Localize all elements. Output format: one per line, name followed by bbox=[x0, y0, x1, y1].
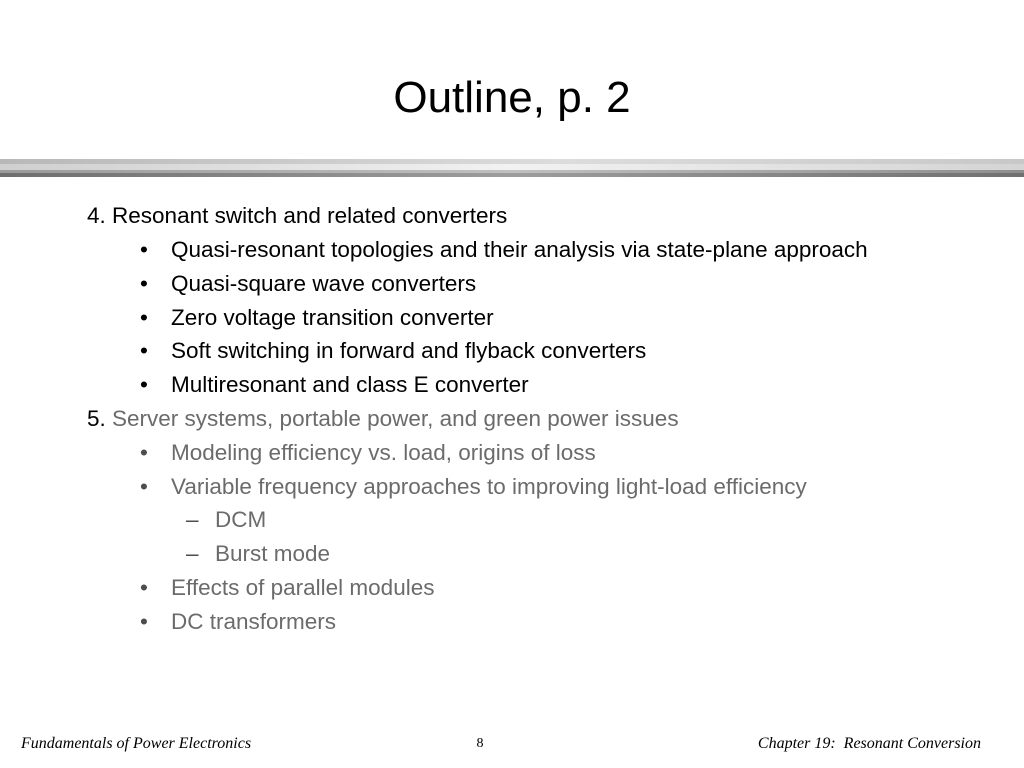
slide-title: Outline, p. 2 bbox=[393, 73, 631, 122]
section-heading: Resonant switch and related converters bbox=[112, 203, 508, 228]
list-item bbox=[87, 571, 947, 605]
list-item-text: Soft switching in forward and flyback converters bbox=[171, 338, 647, 364]
list-item bbox=[87, 267, 947, 301]
list-item bbox=[87, 233, 947, 267]
list-item bbox=[87, 605, 947, 639]
bullet-icon: • bbox=[140, 473, 148, 499]
list-item bbox=[87, 436, 947, 470]
list-item bbox=[87, 334, 947, 368]
dash-icon: – bbox=[186, 541, 199, 567]
list-item bbox=[87, 301, 947, 335]
sub-list-item-text: DCM bbox=[215, 507, 267, 533]
outline-section-4 bbox=[87, 199, 947, 233]
sub-list-item-text: Burst mode bbox=[215, 541, 331, 567]
list-item-text: Multiresonant and class E converter bbox=[171, 372, 529, 398]
bullet-icon: • bbox=[140, 236, 148, 262]
bullet-icon: • bbox=[140, 304, 148, 330]
sub-list-item bbox=[87, 503, 947, 537]
list-item-text: Variable frequency approaches to improving light-load efficiency bbox=[171, 473, 807, 499]
bullet-icon: • bbox=[140, 608, 148, 634]
list-item-text: DC transformers bbox=[171, 608, 337, 634]
list-item-text: Zero voltage transition converter bbox=[171, 304, 494, 330]
footer-page-number: 8 bbox=[476, 736, 484, 751]
list-item bbox=[87, 368, 947, 402]
list-item-text: Effects of parallel modules bbox=[171, 574, 435, 600]
section-number: 5. bbox=[87, 405, 106, 431]
footer-book-title: Fundamentals of Power Electronics bbox=[21, 735, 252, 752]
bullet-icon: • bbox=[140, 338, 148, 364]
list-item-text: Quasi-resonant topologies and their analysis via state-plane approach bbox=[171, 236, 868, 262]
list-item-text: Quasi-square wave converters bbox=[171, 270, 477, 296]
outline-section-5 bbox=[87, 402, 947, 436]
bullet-icon: • bbox=[140, 372, 148, 398]
sub-list-item bbox=[87, 537, 947, 571]
list-item-text: Modeling efficiency vs. load, origins of loss bbox=[171, 439, 596, 465]
bullet-icon: • bbox=[140, 574, 148, 600]
section-heading: Server systems, portable power, and green power issues bbox=[112, 405, 679, 431]
section-number: 4. bbox=[87, 203, 106, 228]
footer-chapter: Chapter 19: Resonant Conversion bbox=[757, 735, 981, 752]
dash-icon: – bbox=[186, 507, 199, 533]
bullet-icon: • bbox=[140, 270, 148, 296]
bullet-icon: • bbox=[140, 439, 148, 465]
outline-list bbox=[87, 199, 947, 639]
title-divider-band-4 bbox=[0, 173, 1024, 177]
list-item bbox=[87, 470, 947, 504]
